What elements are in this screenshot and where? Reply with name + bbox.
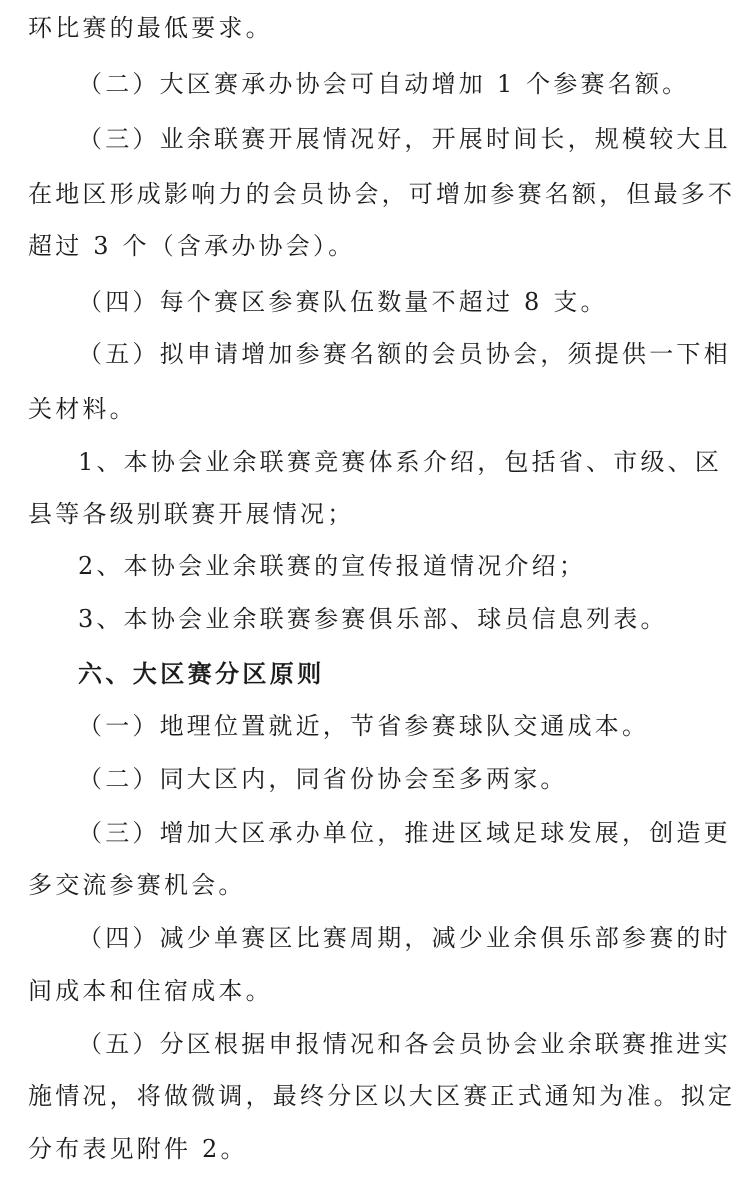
text-line: 2、本协会业余联赛的宣传报道情况介绍；: [78, 552, 587, 580]
text-line: （一）地理位置就近，节省参赛球队交通成本。: [78, 712, 650, 740]
text-line: 施情况，将做微调，最终分区以大区赛正式通知为准。拟定: [28, 1082, 736, 1110]
text-line: （五）拟申请增加参赛名额的会员协会，须提供一下相: [78, 340, 731, 368]
text-line: 在地区形成影响力的会员协会，可增加参赛名额，但最多不: [28, 180, 736, 208]
text-line: 间成本和住宿成本。: [28, 977, 273, 1005]
text-line: 1、本协会业余联赛竞赛体系介绍，包括省、市级、区: [78, 448, 723, 476]
text-line: 县等各级别联赛开展情况；: [28, 500, 355, 528]
text-line: （三）业余联赛开展情况好，开展时间长，规模较大且: [78, 125, 731, 153]
text-line: （四）减少单赛区比赛周期，减少业余俱乐部参赛的时: [78, 924, 731, 952]
text-line: （四）每个赛区参赛队伍数量不超过 8 支。: [78, 288, 608, 316]
text-line: （五）分区根据申报情况和各会员协会业余联赛推进实: [78, 1030, 731, 1058]
text-line: 环比赛的最低要求。: [28, 14, 273, 42]
text-line: 超过 3 个（含承办协会）。: [28, 232, 356, 260]
text-line: 3、本协会业余联赛参赛俱乐部、球员信息列表。: [78, 605, 668, 633]
text-line: （二）大区赛承办协会可自动增加 1 个参赛名额。: [78, 70, 690, 98]
section-heading: 六、大区赛分区原则: [78, 660, 325, 688]
text-line: 分布表见附件 2。: [28, 1135, 248, 1163]
text-line: 关材料。: [28, 395, 137, 423]
text-line: 多交流参赛机会。: [28, 871, 246, 899]
text-line: （三）增加大区承办单位，推进区域足球发展，创造更: [78, 819, 731, 847]
text-line: （二）同大区内，同省份协会至多两家。: [78, 765, 568, 793]
